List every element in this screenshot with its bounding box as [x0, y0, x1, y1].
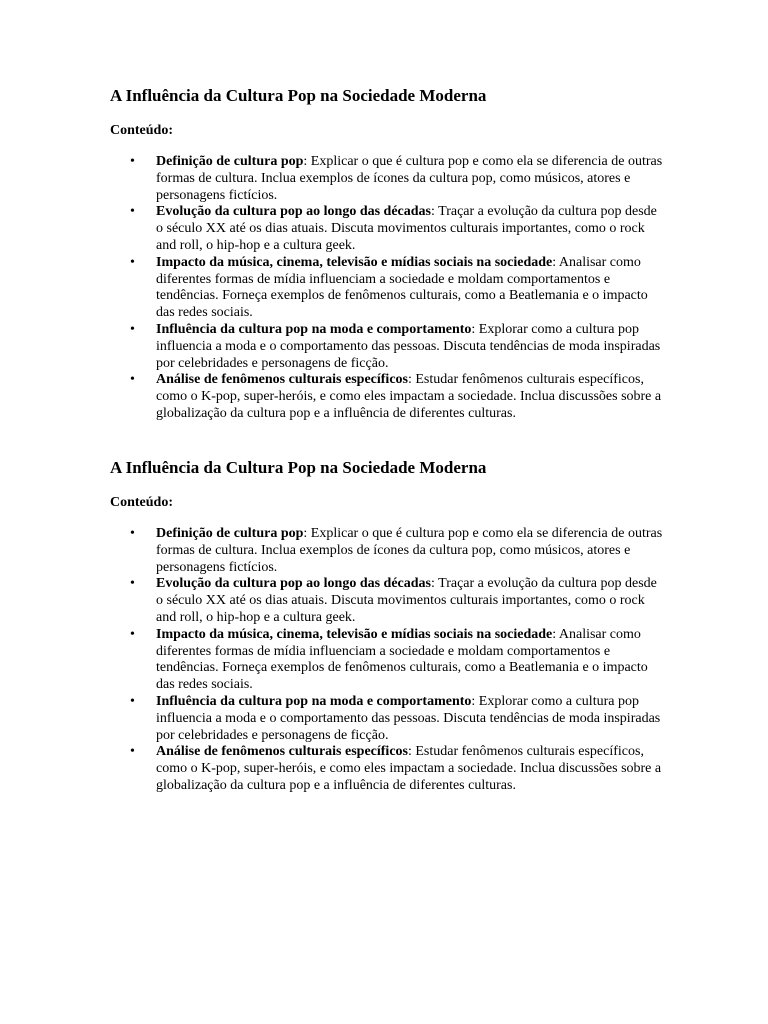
item-term: Evolução da cultura pop ao longo das décadas — [156, 204, 431, 220]
item-term: Análise de fenômenos culturais específicos — [156, 744, 408, 760]
item-term: Impacto da música, cinema, televisão e mídias sociais na sociedade — [156, 254, 553, 270]
list-item — [110, 255, 666, 322]
bullet-icon: • — [130, 526, 135, 541]
item-text: : Explicar o que é cultura pop e como ela se diferencia de outras formas de cultura. Inclua exemplos de ícones da cultura pop, como músicos, atores e personagens fictícios. — [156, 526, 663, 575]
item-text: : Traçar a evolução da cultura pop desde o século XX até os dias atuais. Discuta movimentos culturais importantes, como o rock and roll, o hip-hop e a cultura geek. — [156, 204, 657, 253]
item-text: : Explorar como a cultura pop influencia a moda e o comportamento das pessoas. Discuta tendências de moda inspiradas por celebridades e personagens de ficção. — [156, 321, 661, 371]
item-term: Influência da cultura pop na moda e comportamento — [156, 693, 472, 709]
section-label: Conteúdo: — [110, 495, 174, 510]
list-item — [110, 694, 666, 744]
list-item — [110, 576, 666, 626]
item-term: Impacto da música, cinema, televisão e mídias sociais na sociedade — [156, 626, 553, 642]
document-section-1 — [110, 86, 670, 423]
bullet-icon: • — [130, 204, 135, 220]
list-item — [110, 526, 666, 576]
bullet-icon: • — [130, 254, 135, 270]
content-list — [110, 154, 670, 423]
bullet-icon: • — [130, 626, 135, 642]
bullet-icon: • — [130, 321, 135, 337]
bullet-icon: • — [130, 693, 135, 709]
item-text: : Analisar como diferentes formas de mídia influenciam a sociedade e moldam comportamentos e tendências. Forneça exemplos de fenômenos culturais, como a Beatlemania e o impacto das redes sociais. — [156, 254, 648, 321]
list-item — [110, 744, 666, 794]
item-text: : Traçar a evolução da cultura pop desde o século XX até os dias atuais. Discuta movimentos culturais importantes, como o rock and roll, o hip-hop e a cultura geek. — [156, 576, 657, 625]
section-title: A Influência da Cultura Pop na Sociedade Moderna — [110, 86, 487, 105]
item-term: Definição de cultura pop — [156, 154, 304, 169]
section-label: Conteúdo: — [110, 123, 174, 138]
item-term: Evolução da cultura pop ao longo das décadas — [156, 576, 431, 592]
bullet-icon: • — [130, 154, 135, 169]
item-term: Análise de fenômenos culturais específicos — [156, 372, 408, 388]
list-item — [110, 154, 666, 204]
list-item — [110, 204, 666, 254]
list-item — [110, 372, 666, 422]
document-section-2 — [110, 458, 670, 795]
bullet-icon: • — [130, 744, 135, 760]
bullet-icon: • — [130, 576, 135, 592]
item-text: : Explorar como a cultura pop influencia a moda e o comportamento das pessoas. Discuta tendências de moda inspiradas por celebridades e personagens de ficção. — [156, 693, 661, 743]
item-text: : Estudar fenômenos culturais específicos, como o K-pop, super-heróis, e como eles impactam a sociedade. Inclua discussões sobre a globalização da cultura pop e a influência de diferentes culturas. — [156, 372, 662, 421]
item-text: : Explicar o que é cultura pop e como ela se diferencia de outras formas de cultura. Inclua exemplos de ícones da cultura pop, como músicos, atores e personagens fictícios. — [156, 154, 663, 203]
item-text: : Analisar como diferentes formas de mídia influenciam a sociedade e moldam comportamentos e tendências. Forneça exemplos de fenômenos culturais, como a Beatlemania e o impacto das redes sociais. — [156, 626, 648, 693]
list-item — [110, 322, 666, 372]
item-term: Definição de cultura pop — [156, 526, 304, 541]
item-text: : Estudar fenômenos culturais específicos, como o K-pop, super-heróis, e como eles impactam a sociedade. Inclua discussões sobre a globalização da cultura pop e a influência de diferentes culturas. — [156, 744, 662, 793]
item-term: Influência da cultura pop na moda e comportamento — [156, 321, 472, 337]
list-item — [110, 627, 666, 694]
content-list — [110, 526, 670, 795]
bullet-icon: • — [130, 372, 135, 388]
section-title: A Influência da Cultura Pop na Sociedade Moderna — [110, 458, 487, 477]
